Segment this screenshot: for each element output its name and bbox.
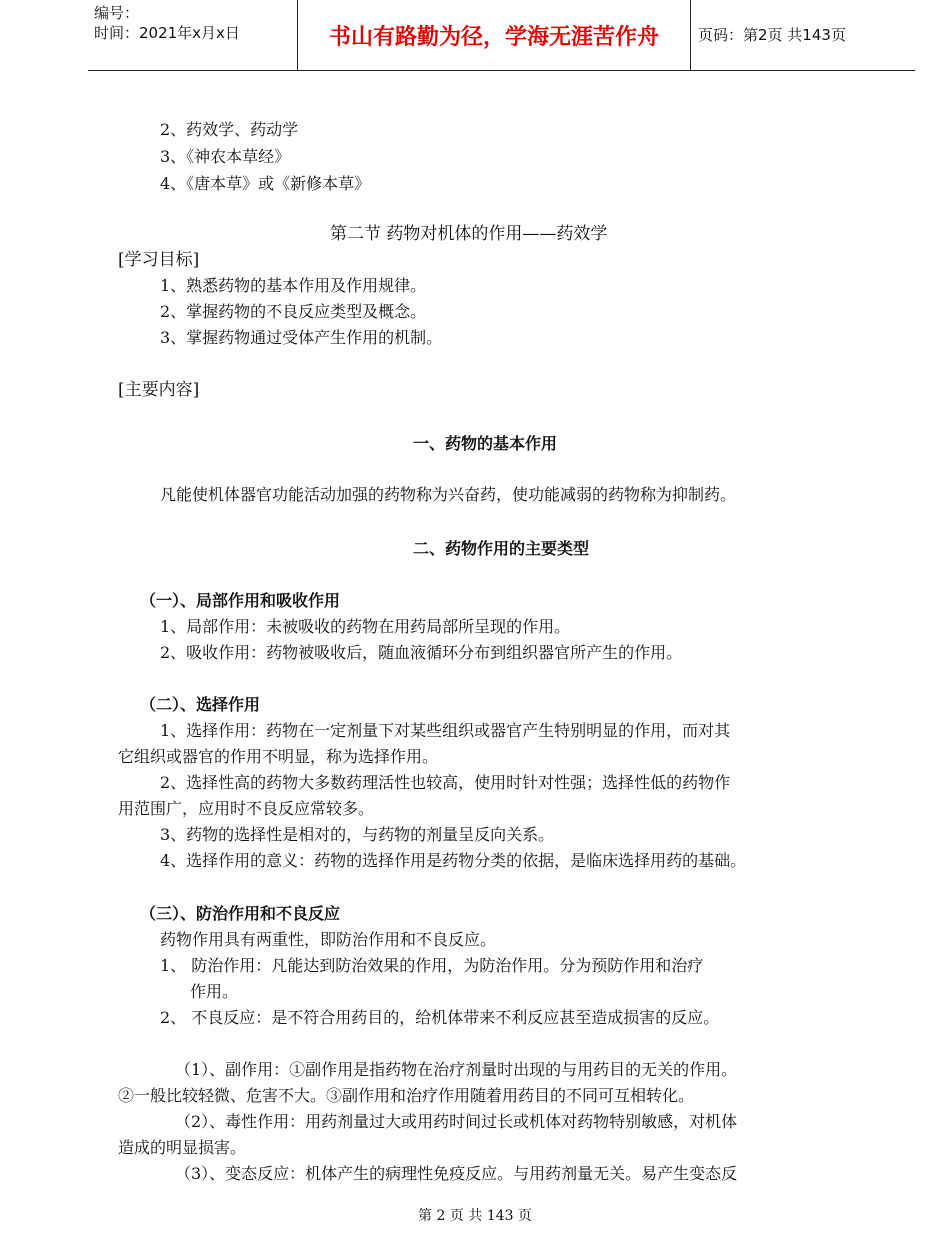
intro-item: 2、药效学、药动学 (160, 120, 299, 139)
sub2-line: 2、选择性高的药物大多数药理活性也较高，使用时针对性强；选择性低的药物作 (160, 773, 731, 792)
sub3-line: 2、 不良反应：是不符合用药目的，给机体带来不利反应甚至造成损害的反应。 (160, 1008, 720, 1027)
sub1-item: 1、局部作用：未被吸收的药物在用药局部所呈现的作用。 (160, 617, 571, 636)
sub3-line: ②一般比较轻微、危害不大。③副作用和治疗作用随着用药目的不同可互相转化。 (118, 1086, 695, 1105)
goal-item: 2、掌握药物的不良反应类型及概念。 (160, 302, 427, 321)
sub2-line: 它组织或器官的作用不明显，称为选择作用。 (118, 747, 439, 766)
page-footer: 第 2 页 共 143 页 (418, 1208, 532, 1224)
sub3-line: 作用。 (190, 982, 239, 1001)
sub3-line: （3）、变态反应：机体产生的病理性免疫反应。与用药剂量无关。易产生变态反 (175, 1164, 738, 1183)
sub3-line: 药物作用具有两重性，即防治作用和不良反应。 (160, 930, 497, 949)
header-left (94, 3, 299, 43)
goal-item: 1、熟悉药物的基本作用及作用规律。 (160, 276, 427, 295)
header-motto: 书山有路勤为径，学海无涯苦作舟 (297, 0, 691, 70)
page-header (88, 0, 915, 71)
part1-text: 凡能使机体器官功能活动加强的药物称为兴奋药，使功能减弱的药物称为抑制药。 (160, 485, 737, 504)
goals-heading: [学习目标] (118, 250, 200, 270)
intro-item: 3、《神农本草经》 (160, 147, 291, 166)
section-title: 第二节 药物对机体的作用——药效学 (330, 224, 608, 244)
sub1-title: （一）、局部作用和吸收作用 (140, 591, 341, 610)
header-page-info: 页码：第2页 共143页 (698, 26, 846, 44)
sub2-line: 3、药物的选择性是相对的，与药物的剂量呈反向关系。 (160, 825, 555, 844)
sub3-title: （三）、防治作用和不良反应 (140, 904, 341, 923)
time-label: 时间：2021年x月x日 (94, 24, 240, 42)
intro-item: 4、《唐本草》或《新修本草》 (160, 174, 371, 193)
code-label: 编号： (94, 4, 140, 22)
sub2-line: 1、选择作用：药物在一定剂量下对某些组织或器官产生特别明显的作用，而对其 (160, 721, 731, 740)
sub2-line: 4、选择作用的意义：药物的选择作用是药物分类的依据，是临床选择用药的基础。 (160, 851, 747, 870)
sub3-line: 1、 防治作用：凡能达到防治效果的作用，为防治作用。分为预防作用和治疗 (160, 956, 704, 975)
sub3-line: （2）、毒性作用：用药剂量过大或用药时间过长或机体对药物特别敏感，对机体 (175, 1112, 738, 1131)
content-heading: [主要内容] (118, 380, 200, 400)
part2-title: 二、药物作用的主要类型 (413, 539, 590, 558)
sub2-title: （二）、选择作用 (140, 695, 261, 714)
sub3-line: 造成的明显损害。 (118, 1138, 247, 1157)
part1-title: 一、药物的基本作用 (413, 434, 558, 453)
sub1-item: 2、吸收作用：药物被吸收后，随血液循环分布到组织器官所产生的作用。 (160, 643, 683, 662)
goal-item: 3、掌握药物通过受体产生作用的机制。 (160, 328, 443, 347)
sub3-line: （1）、副作用：①副作用是指药物在治疗剂量时出现的与用药目的无关的作用。 (175, 1060, 738, 1079)
sub2-line: 用范围广，应用时不良反应常较多。 (118, 799, 375, 818)
